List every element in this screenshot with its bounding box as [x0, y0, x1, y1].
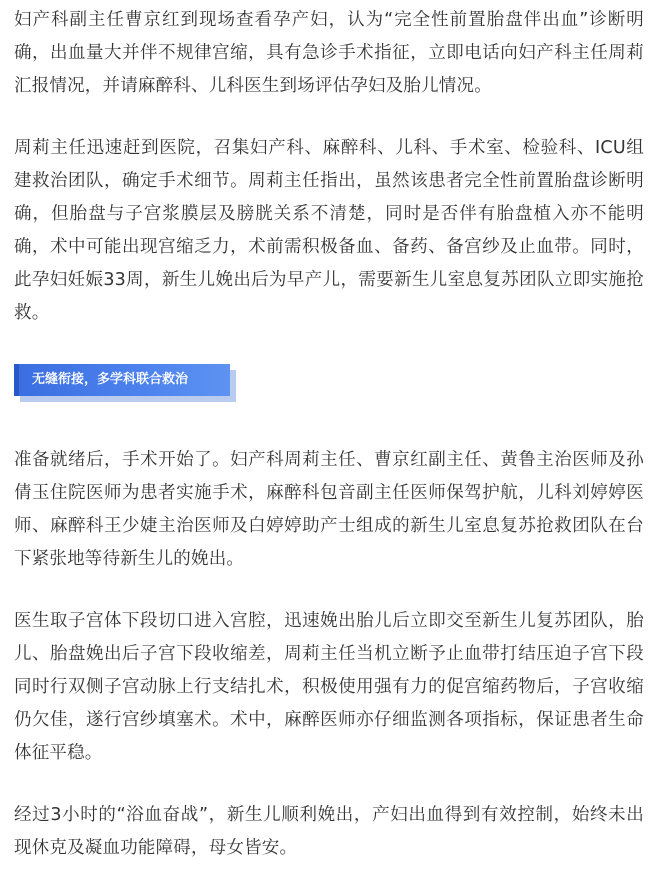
paragraph-1: 妇产科副主任曹京红到现场查看孕产妇，认为“完全性前置胎盘伴出血”诊断明确，出血量大并伴不规律宫缩，具有急诊手术指征，立即电话向妇产科主任周莉汇报情况，并请麻醉科、儿科医生到场评估孕妇及胎儿情况。 — [14, 10, 644, 96]
section-heading: 无缝衔接，多学科联合救治 — [14, 364, 230, 396]
paragraph-2: 周莉主任迅速赶到医院，召集妇产科、麻醉科、儿科、手术室、检验科、ICU组建救治团队，确定手术细节。周莉主任指出，虽然该患者完全性前置胎盘诊断明确，但胎盘与子宫浆膜层及膀胱关系不清楚，同时是否伴有胎盘植入亦不能明确，术中可能出现宫缩乏力，术前需积极备血、备药、备宫纱及止血带。同时，此孕妇妊娠33周，新生儿娩出后为早产儿，需要新生儿室息复苏团队立即实施抢救。 — [14, 138, 644, 323]
paragraph-3: 准备就绪后，手术开始了。妇产科周莉主任、曹京红副主任、黄鲁主治医师及孙倩玉住院医师为患者实施手术，麻醉科包音副主任医师保驾护航，儿科刘婷婷医师、麻醉科王少婕主治医师及白婷婷助产士组成的新生儿室息复苏抢救团队在台下紧张地等待新生儿的娩出。 — [14, 450, 644, 569]
paragraph-5: 经过3小时的“浴血奋战”，新生儿顺利娩出，产妇出血得到有效控制，始终未出现休克及凝血功能障碍，母女皆安。 — [14, 805, 644, 858]
section-heading-container — [14, 364, 644, 404]
paragraph-4: 医生取子宫体下段切口进入宫腔，迅速娩出胎儿后立即交至新生儿复苏团队，胎儿、胎盘娩出后子宫下段收缩差，周莉主任当机立断予止血带打结压迫子宫下段同时行双侧子宫动脉上行支结扎术，积极使用强有力的促宫缩药物后，子宫收缩仍欠佳，遂行宫纱填塞术。术中，麻醉医师亦仔细监测各项指标，保证患者生命体征平稳。 — [14, 611, 644, 763]
